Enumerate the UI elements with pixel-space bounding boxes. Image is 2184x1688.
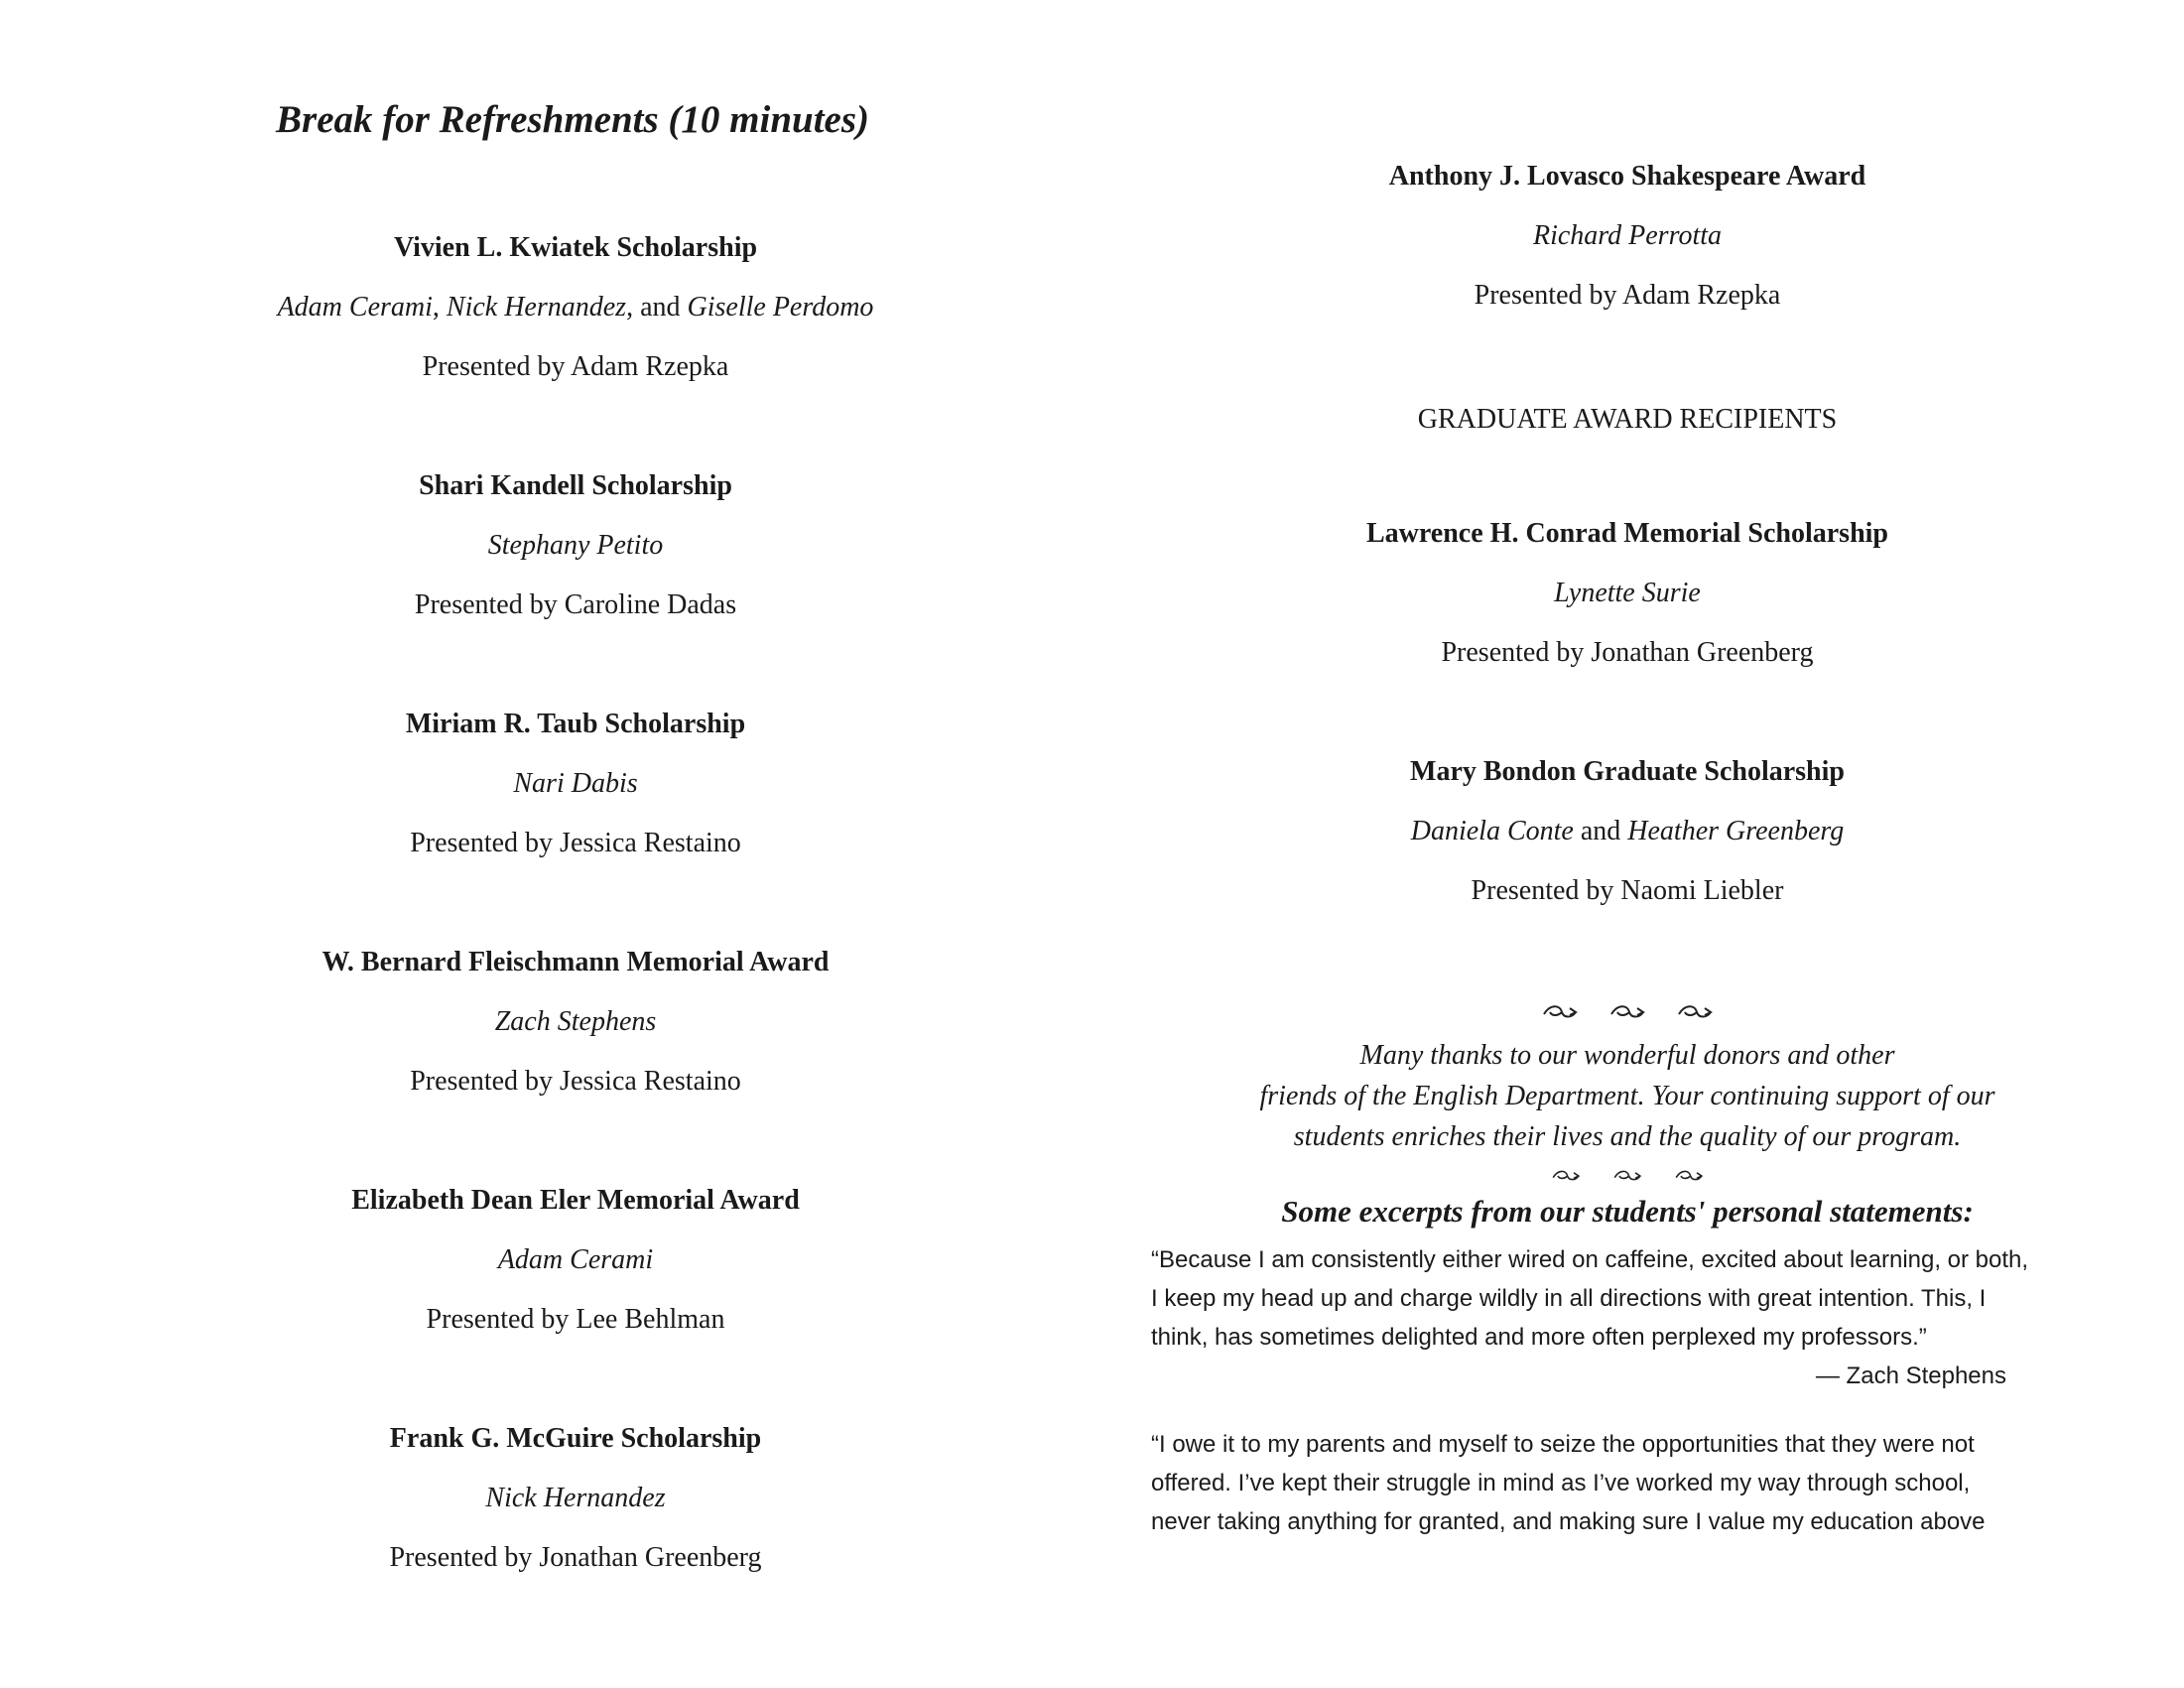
ornament-row (1230, 1167, 2024, 1185)
award-title: W. Bernard Fleischmann Memorial Award (321, 947, 830, 977)
award-title: Miriam R. Taub Scholarship (405, 709, 746, 739)
award-presenter: Presented by Adam Rzepka (1474, 280, 1781, 311)
quote-line: “I owe it to my parents and myself to seize the opportunities that they were not (1151, 1431, 1975, 1458)
award-title: Frank G. McGuire Scholarship (389, 1423, 762, 1454)
award-recipients (1230, 802, 2024, 861)
recipient-name: Adam Cerami (277, 292, 433, 323)
award-recipients (1230, 564, 2024, 623)
award-block (179, 218, 972, 397)
recipient-name: Nick Hernandez (485, 1483, 666, 1513)
award-block (179, 1409, 972, 1588)
quote-line: think, has sometimes delighted and more often perplexed my professors.” (1151, 1324, 1927, 1351)
award-presenter: Presented by Jessica Restaino (410, 1066, 741, 1097)
award-recipients (179, 516, 972, 576)
quote-line: offered. I’ve kept their struggle in mind as I’ve worked my way through school, (1151, 1470, 1971, 1496)
recipient-separator: and (1573, 816, 1628, 846)
quote-line: “Because I am consistently either wired on caffeine, excited about learning, or both, (1151, 1246, 2029, 1273)
graduate-heading: GRADUATE AWARD RECIPIENTS (1417, 404, 1838, 435)
fleuron-icon (1609, 1002, 1645, 1022)
award-block (179, 456, 972, 635)
award-title: Vivien L. Kwiatek Scholarship (393, 232, 758, 263)
award-presenter: Presented by Adam Rzepka (422, 351, 729, 382)
quote-attribution: — Zach Stephens (1815, 1363, 2006, 1389)
fleuron-icon (1677, 1002, 1713, 1022)
student-quote (1151, 1240, 2104, 1395)
award-presenter: Presented by Caroline Dadas (414, 589, 737, 620)
award-recipients (179, 278, 972, 337)
thanks-line: students enriches their lives and the quality of our program. (1293, 1121, 1962, 1152)
recipient-separator: , (432, 292, 447, 323)
award-title: Shari Kandell Scholarship (419, 470, 732, 501)
recipient-name: Lynette Surie (1554, 578, 1701, 608)
award-recipients (1230, 206, 2024, 266)
thanks-message (1181, 1035, 2074, 1157)
award-block (1230, 742, 2024, 921)
excerpts-heading: Some excerpts from our students' personal statements: (1281, 1194, 1974, 1229)
recipient-name: Adam Cerami (497, 1244, 654, 1275)
award-block (1230, 147, 2024, 325)
quote-line: never taking anything for granted, and making sure I value my education above (1151, 1508, 1986, 1535)
break-heading: Break for Refreshments (10 minutes) (276, 98, 870, 141)
award-recipients (179, 754, 972, 814)
recipient-name: Heather Greenberg (1627, 816, 1845, 846)
award-title: Elizabeth Dean Eler Memorial Award (351, 1185, 800, 1216)
thanks-line: Many thanks to our wonderful donors and other (1359, 1040, 1895, 1071)
award-title: Lawrence H. Conrad Memorial Scholarship (1365, 518, 1888, 549)
recipient-name: Daniela Conte (1410, 816, 1574, 846)
quote-line: I keep my head up and charge wildly in all directions with great intention. This, I (1151, 1285, 1987, 1312)
award-presenter: Presented by Lee Behlman (426, 1304, 725, 1335)
recipient-name: Nick Hernandez (446, 292, 627, 323)
student-quote (1151, 1425, 2104, 1541)
recipient-separator: , and (626, 292, 688, 323)
recipient-name: Zach Stephens (494, 1006, 657, 1037)
recipient-name: Giselle Perdomo (687, 292, 874, 323)
fleuron-icon (1674, 1168, 1704, 1184)
award-recipients (179, 1231, 972, 1290)
fleuron-icon (1551, 1168, 1581, 1184)
award-recipients (179, 1469, 972, 1528)
recipient-name: Richard Perrotta (1532, 220, 1722, 251)
award-block (179, 695, 972, 873)
award-recipients (179, 992, 972, 1052)
award-presenter: Presented by Naomi Liebler (1471, 875, 1784, 906)
award-title: Mary Bondon Graduate Scholarship (1410, 756, 1845, 787)
award-block (1230, 504, 2024, 683)
fleuron-icon (1612, 1168, 1642, 1184)
thanks-line: friends of the English Department. Your continuing support of our (1259, 1081, 1995, 1111)
award-presenter: Presented by Jonathan Greenberg (1441, 637, 1814, 668)
award-presenter: Presented by Jessica Restaino (410, 828, 741, 858)
award-block (179, 1171, 972, 1350)
recipient-name: Nari Dabis (513, 768, 638, 799)
award-presenter: Presented by Jonathan Greenberg (389, 1542, 762, 1573)
fleuron-icon (1542, 1002, 1578, 1022)
ornament-row (1230, 1002, 2024, 1022)
recipient-name: Stephany Petito (487, 530, 664, 561)
award-title: Anthony J. Lovasco Shakespeare Award (1388, 161, 1866, 192)
award-block (179, 933, 972, 1111)
